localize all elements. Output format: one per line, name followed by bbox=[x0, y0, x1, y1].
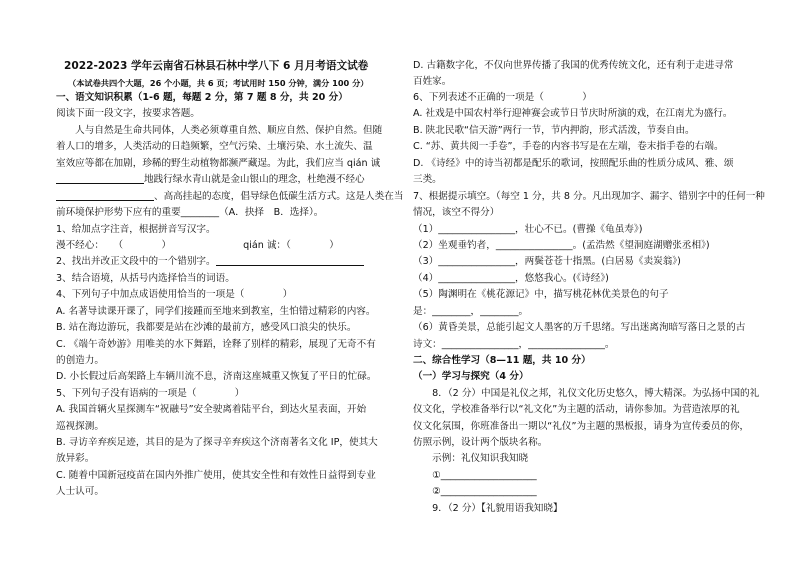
text-line: 前环境保护形势下应有的重要________（A．抉择 B．选择）。 bbox=[56, 207, 324, 218]
example-line: 示例：礼仪知识我知晓 bbox=[413, 453, 529, 464]
question-7: 7、根据提示填空。（每空 1 分，共 8 分。凡出现加字、漏字、错别字中的任何一种 bbox=[413, 191, 765, 202]
question-8: 8．（2 分）中国是礼仪之邦，礼仪文化历史悠久，博大精深。为弘扬中国的礼 bbox=[413, 388, 760, 399]
question-1: 1、给加点字注音，根据拼音写汉字。 bbox=[56, 224, 216, 235]
option-line: 放异彩。 bbox=[56, 453, 95, 464]
option-line: 人士认可。 bbox=[56, 486, 104, 497]
question-6: 6、下列表述不正确的一项是（ ） bbox=[413, 92, 592, 103]
text-line-with-blank bbox=[56, 190, 403, 204]
fill-blank bbox=[56, 190, 154, 201]
option-line: C. 《端午奇妙游》用唯美的水下舞蹈，诠释了别样的精彩，展现了无奇不有 bbox=[56, 339, 376, 350]
fill-blank bbox=[56, 173, 144, 184]
question-7-note: 情况，该空不得分） bbox=[413, 207, 500, 218]
fill-line: 诗文：________________，________________。 bbox=[413, 339, 615, 350]
option-line: C. 随着中国新冠疫苗在国内外推广使用，使其安全性和有效性日益得到专业 bbox=[56, 470, 376, 481]
fill-line: （2）坐观垂钓者，________________。(孟浩然《望洞庭湖赠张丞相》) bbox=[413, 240, 710, 251]
exam-title: 2022-2023 学年云南省石林县石林中学八下 6 月月考语文试卷 bbox=[64, 60, 369, 72]
option-line: B. 站在海边游玩，我都要是站在沙滩的最前方，感受风口浪尖的快乐。 bbox=[56, 322, 357, 333]
option-line: 巡视探测。 bbox=[56, 421, 104, 432]
question-5: 5、下列句子没有语病的一项是（ ） bbox=[56, 388, 245, 399]
text-span: 、高高挂起的态度，倡导绿色低碳生活方式。这是人类在当 bbox=[154, 191, 404, 202]
text-line: 仪文化氛围，你班准备出一期以“礼仪”为主题的黑板报，请身为宣传委员的你， bbox=[413, 421, 750, 432]
option-line: 的创造力。 bbox=[56, 355, 104, 366]
option-line: A. 名著导读课开课了，同学们接踵而至地来到教室，生怕错过精彩的内容。 bbox=[56, 306, 376, 317]
exam-note: （本试卷共四个大题，26 个小题，共 6 页；考试用时 150 分钟，满分 100 分） bbox=[68, 78, 369, 88]
question-3: 3、结合语境，从括号内选择恰当的词语。 bbox=[56, 273, 235, 284]
fill-line: 是：________，________。 bbox=[413, 306, 529, 317]
option-line: 百姓家。 bbox=[413, 76, 452, 87]
subsection-heading: （一）学习与探究（4 分） bbox=[413, 371, 529, 382]
question-9: 9．（2 分）【礼貌用语我知晓】 bbox=[413, 503, 563, 514]
text-span: 2、找出并改正文段中的一个错别字。 bbox=[56, 256, 216, 267]
fill-line: （3）________________，两鬓苍苍十指黑。(白居易《卖炭翁》) bbox=[413, 256, 681, 267]
fill-line: （4）________________，悠悠我心。(《诗经》) bbox=[413, 273, 609, 284]
section-1-heading: 一、语文知识积累（1-6 题，每题 2 分，第 7 题 8 分，共 20 分） bbox=[56, 92, 348, 103]
question-1-items: 漫不经心： （ ） qián 诚：（ ） bbox=[56, 240, 339, 251]
fill-line: （6）黄昏美景，总能引起文人墨客的万千思绪。写出迷离洵暗写落日之景的古 bbox=[413, 322, 746, 333]
text-line: 着人口的增多，人类活动的日趋频繁，空气污染、土壤污染、水土流失、温 bbox=[56, 141, 373, 152]
text-line: 阅读下面一段文字，按要求答题。 bbox=[56, 108, 200, 119]
text-line: 仿照示例，设计两个版块名称。 bbox=[413, 437, 548, 448]
fill-line: （5）陶渊明在《桃花源记》中，描写桃花林优美景色的句子 bbox=[413, 289, 669, 300]
option-line: A. 我国首辆火星探测车“祝融号”安全驶离着陆平台，到达火星表面，开始 bbox=[56, 404, 367, 415]
option-line: D. 《诗经》中的诗当初都是配乐的歌词，按照配乐曲的性质分成风、雅、颂 bbox=[413, 158, 734, 169]
answer-line: ②____________________ bbox=[413, 486, 537, 497]
option-line: 三类。 bbox=[413, 174, 442, 185]
text-span: 地践行绿水青山就是金山银山的理念，杜绝漫不经心 bbox=[144, 174, 365, 185]
option-line: A. 社戏是中国农村举行迎神赛会或节日节庆时所演的戏，在江南尤为盛行。 bbox=[413, 108, 733, 119]
option-line: B. 陕北民歌“信天游”两行一节，节内押韵，形式活泼，节奏自由。 bbox=[413, 125, 695, 136]
text-line: 人与自然是生命共同体，人类必须尊重自然、顺应自然、保护自然。但随 bbox=[56, 125, 383, 136]
fill-line: （1）________________，壮心不已。(曹操《龟虽寿》) bbox=[413, 224, 643, 235]
question-4: 4、下列句子中加点成语使用恰当的一项是（ ） bbox=[56, 289, 293, 300]
answer-line: ①____________________ bbox=[413, 470, 537, 481]
fill-blank bbox=[216, 255, 364, 266]
option-line: C. “苏、黄共阅一手卷”，手卷的内容书写是在左端，卷末指手卷的右端。 bbox=[413, 141, 724, 152]
option-line: D. 小长假过后高架路上车辆川流不息，济南这座城重又恢复了平日的忙碌。 bbox=[56, 371, 377, 382]
text-line: 室效应等都在加剧，珍稀的野生动植物都濒严藏逞。为此，我们应当 qián 诚 bbox=[56, 158, 381, 169]
section-2-heading: 二、综合性学习（8—11 题，共 10 分） bbox=[413, 355, 591, 366]
text-line-with-blank bbox=[56, 173, 365, 187]
option-line: D. 古籍数字化，不仅向世界传播了我国的优秀传统文化，还有利于走进寻常 bbox=[413, 60, 734, 71]
text-line: 仪文化，学校准备举行以“礼文化”为主题的活动，请你参加。为营造浓厚的礼 bbox=[413, 404, 740, 415]
question-2 bbox=[56, 255, 364, 269]
option-line: B. 寻访辛弃疾足迹，其目的是为了探寻辛弃疾这个济南著名文化 IP，使其大 bbox=[56, 437, 378, 448]
